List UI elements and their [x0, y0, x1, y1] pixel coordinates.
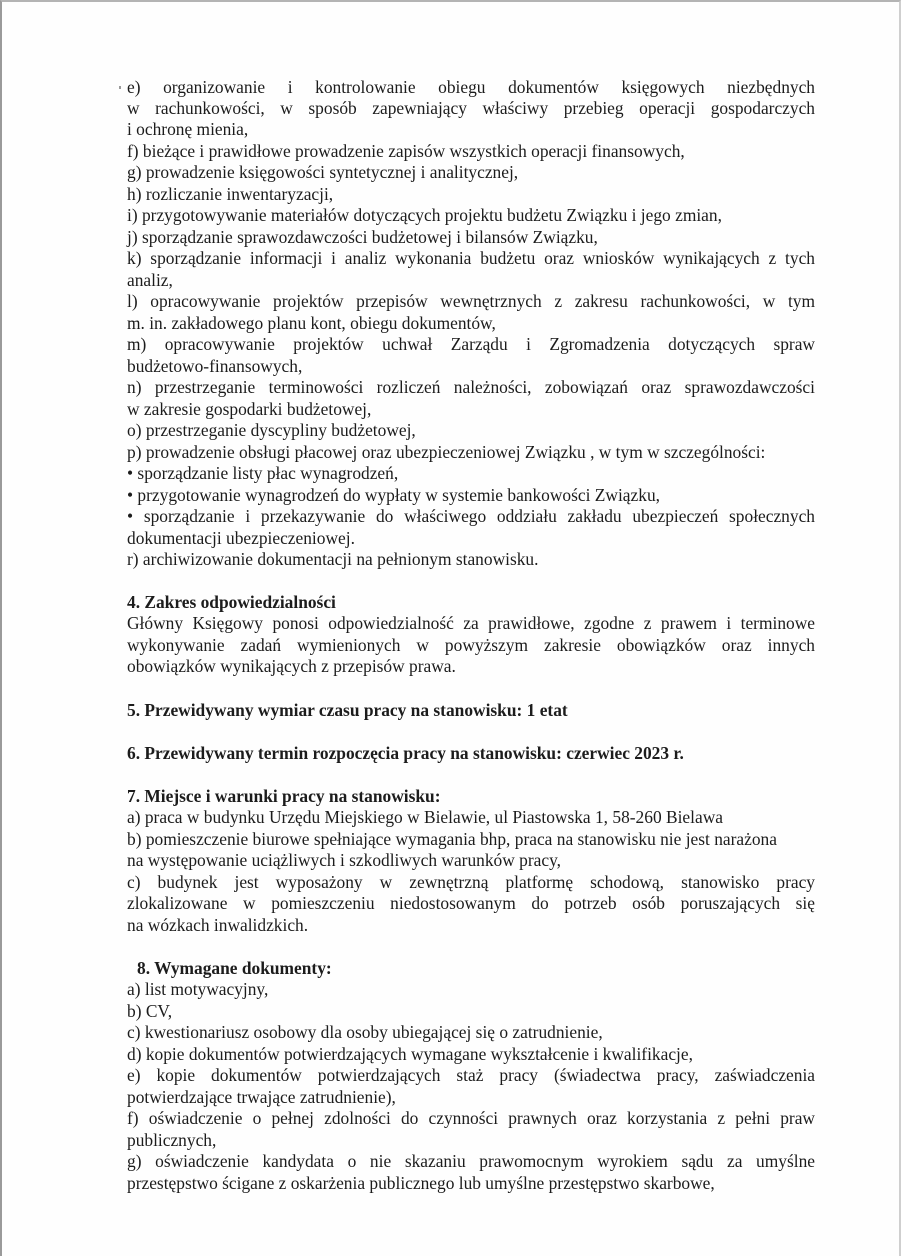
duty-e-line-3: i ochronę mienia, — [127, 119, 249, 139]
duty-m-line-2: budżetowo-finansowych, — [127, 356, 303, 376]
section-7-item-c-line-1: c) budynek jest wyposażony w zewnętrzną platformę schodową, stanowisko pracy — [127, 872, 815, 892]
duty-f: f) bieżące i prawidłowe prowadzenie zapisów wszystkich operacji finansowych, — [127, 141, 685, 161]
duty-h: h) rozliczanie inwentaryzacji, — [127, 184, 334, 204]
section-8-item-g-line-2: przestępstwo ścigane z oskarżenia publicznego lub umyślne przestępstwo skarbowe, — [127, 1173, 715, 1193]
section-8-item-e-line-1: e) kopie dokumentów potwierdzających staż pracy (świadectwa pracy, zaświadczenia — [127, 1065, 815, 1085]
duty-r: r) archiwizowanie dokumentacji na pełnionym stanowisku. — [127, 549, 539, 569]
section-8-item-f-line-1: f) oświadczenie o pełnej zdolności do czynności prawnych oraz korzystania z pełni praw — [127, 1108, 815, 1128]
duty-i: i) przygotowywanie materiałów dotyczących projektu budżetu Związku i jego zmian, — [127, 205, 722, 225]
duty-o: o) przestrzeganie dyscypliny budżetowej, — [127, 420, 416, 440]
section-7-item-c-line-3: na wózkach inwalidzkich. — [127, 915, 309, 935]
section-8-item-d: d) kopie dokumentów potwierdzających wymagane wykształcenie i kwalifikacje, — [127, 1044, 693, 1064]
duty-l-line-2: m. in. zakładowego planu kont, obiegu dokumentów, — [127, 313, 496, 333]
duty-k-line-2: analiz, — [127, 270, 173, 290]
duty-m-line-1: m) opracowywanie projektów uchwał Zarządu i Zgromadzenia dotyczących spraw — [127, 334, 815, 354]
section-4-heading: 4. Zakres odpowiedzialności — [127, 592, 336, 612]
duty-k-line-1: k) sporządzanie informacji i analiz wykonania budżetu oraz wniosków wynikających z tych — [127, 248, 815, 268]
duty-g: g) prowadzenie księgowości syntetycznej i analitycznej, — [127, 162, 519, 182]
section-4-line-3: obowiązków wynikających z przepisów prawa. — [127, 656, 456, 676]
section-7-item-b-line-1: b) pomieszczenie biurowe spełniające wymagania bhp, praca na stanowisku nie jest narażona — [127, 829, 777, 849]
section-8-item-c: c) kwestionariusz osobowy dla osoby ubiegającej się o zatrudnienie, — [127, 1022, 603, 1042]
duty-j: j) sporządzanie sprawozdawczości budżetowej i bilansów Związku, — [127, 227, 598, 247]
section-7-heading: 7. Miejsce i warunki pracy na stanowisku: — [127, 786, 441, 806]
scan-speck — [119, 86, 121, 89]
duty-n-line-2: w zakresie gospodarki budżetowej, — [127, 399, 372, 419]
duty-p-bullet-3-line-1: • sporządzanie i przekazywanie do właściwego oddziału zakładu ubezpieczeń społecznych — [127, 506, 815, 526]
duty-p-bullet-2: • przygotowanie wynagrodzeń do wypłaty w systemie bankowości Związku, — [127, 485, 660, 505]
duty-p: p) prowadzenie obsługi płacowej oraz ubezpieczeniowej Związku , w tym w szczególności: — [127, 442, 766, 462]
duty-e-line-1: e) organizowanie i kontrolowanie obiegu dokumentów księgowych niezbędnych — [127, 77, 815, 97]
section-5-heading: 5. Przewidywany wymiar czasu pracy na stanowisku: 1 etat — [127, 700, 568, 720]
section-6-heading: 6. Przewidywany termin rozpoczęcia pracy na stanowisku: czerwiec 2023 r. — [127, 743, 684, 763]
section-7-item-b-line-2: na występowanie uciążliwych i szkodliwych warunków pracy, — [127, 850, 561, 870]
duty-n-line-1: n) przestrzeganie terminowości rozliczeń należności, zobowiązań oraz sprawozdawczości — [127, 377, 815, 397]
section-4-line-1: Główny Księgowy ponosi odpowiedzialność za prawidłowe, zgodne z prawem i terminowe — [127, 613, 815, 633]
section-8-item-b: b) CV, — [127, 1001, 173, 1021]
section-8-item-f-line-2: publicznych, — [127, 1130, 217, 1150]
duty-p-bullet-1: • sporządzanie listy płac wynagrodzeń, — [127, 463, 399, 483]
section-8-item-e-line-2: potwierdzające trwające zatrudnienie), — [127, 1087, 396, 1107]
section-8-heading: 8. Wymagane dokumenty: — [137, 958, 332, 978]
section-8-item-g-line-1: g) oświadczenie kandydata o nie skazaniu prawomocnym wyrokiem sądu za umyślne — [127, 1151, 815, 1171]
section-7-item-a: a) praca w budynku Urzędu Miejskiego w Bielawie, ul Piastowska 1, 58-260 Bielawa — [127, 807, 723, 827]
duty-e-line-2: w rachunkowości, w sposób zapewniający właściwy przebieg operacji gospodarczych — [127, 98, 815, 118]
section-4-line-2: wykonywanie zadań wymienionych w powyższym zakresie obowiązków oraz innych — [127, 635, 815, 655]
duty-l-line-1: l) opracowywanie projektów przepisów wewnętrznych z zakresu rachunkowości, w tym — [127, 291, 815, 311]
section-8-item-a: a) list motywacyjny, — [127, 979, 269, 999]
duty-p-bullet-3-line-2: dokumentacji ubezpieczeniowej. — [127, 528, 355, 548]
section-7-item-c-line-2: zlokalizowane w pomieszczeniu niedostosowanym do potrzeb osób poruszających się — [127, 893, 815, 913]
